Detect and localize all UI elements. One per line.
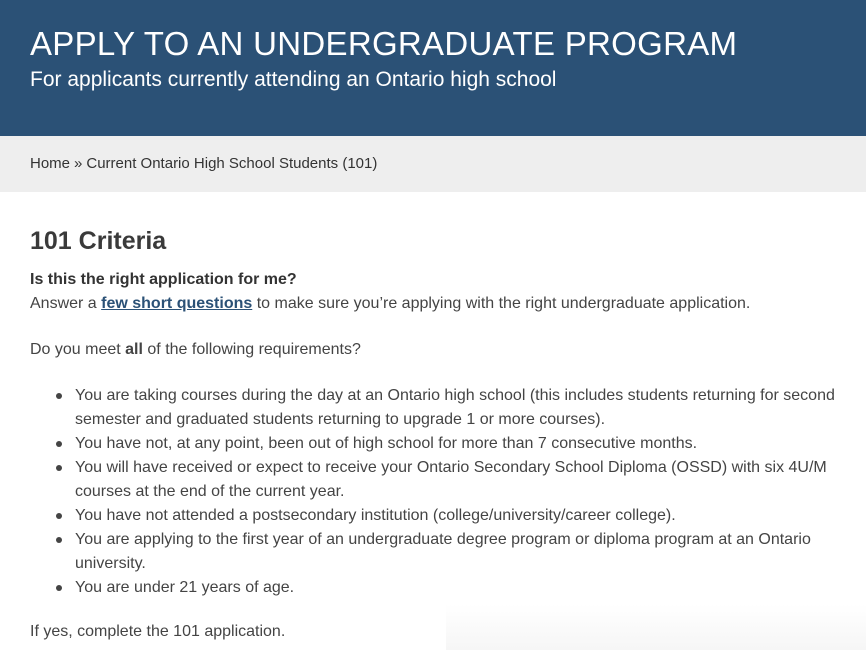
list-item: You will have received or expect to receive your Ontario Secondary School Diploma (OSSD) with six 4U/M courses at the end of the current year.	[30, 456, 850, 504]
list-item: You are applying to the first year of an undergraduate degree program or diploma program at an Ontario university.	[30, 528, 850, 576]
bottom-fade-overlay	[446, 604, 866, 650]
list-item: You have not attended a postsecondary institution (college/university/career college).	[30, 504, 850, 528]
requirements-bold: all	[125, 341, 143, 358]
requirements-list	[30, 384, 850, 600]
question-line	[30, 294, 750, 314]
requirements-intro	[30, 340, 361, 360]
list-item: You have not, at any point, been out of high school for more than 7 consecutive months.	[30, 432, 850, 456]
question-suffix: to make sure you’re applying with the right undergraduate application.	[252, 295, 751, 312]
main-content	[30, 224, 850, 640]
hero-subtitle: For applicants currently attending an Ontario high school	[30, 68, 557, 91]
breadcrumb-separator: »	[74, 155, 83, 172]
requirements-suffix: of the following requirements?	[142, 341, 361, 358]
breadcrumb-current: Current Ontario High School Students (101)	[86, 155, 378, 172]
few-short-questions-link[interactable]: few short questions	[101, 295, 253, 312]
list-item: You are under 21 years of age.	[30, 576, 850, 600]
page-hero	[0, 0, 866, 136]
closing-text: If yes, complete the 101 application.	[30, 623, 286, 640]
list-item: You are taking courses during the day at an Ontario high school (this includes students returning for second semester and graduated students returning to upgrade 1 or more courses).	[30, 384, 850, 432]
question-heading: Is this the right application for me?	[30, 271, 297, 288]
breadcrumb	[30, 155, 377, 173]
question-prefix: Answer a	[30, 295, 102, 312]
hero-title: APPLY TO AN UNDERGRADUATE PROGRAM	[30, 25, 738, 62]
page-title: 101 Criteria	[30, 227, 167, 255]
breadcrumb-home-link[interactable]: Home	[30, 155, 71, 172]
requirements-prefix: Do you meet	[30, 341, 126, 358]
